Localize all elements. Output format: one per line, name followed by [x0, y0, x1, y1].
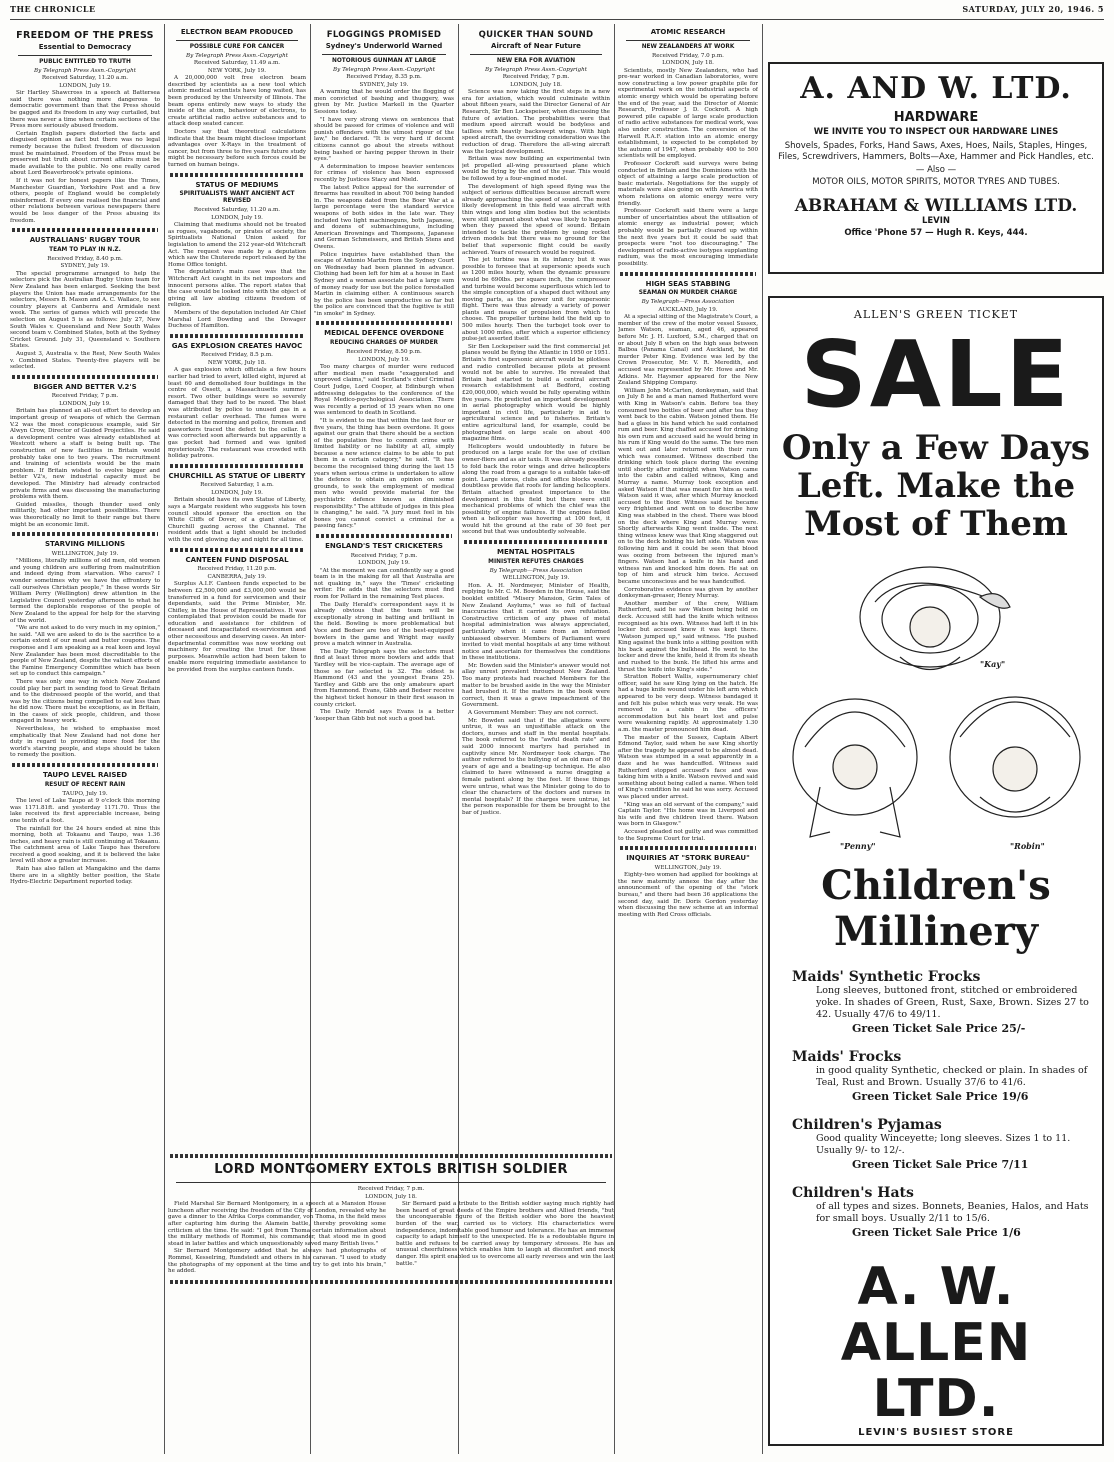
- paragraph: Another member of the crew, William Rutherford, said he saw Watson being held on deck. Accused still had the knife which witness recognised as his own. Witness had left it in his locker but accused knew it was kept there. "Watson jumped up," said witness. "He pushed King against the bunk into a sitting position with his back against the bulkhead. He went to the locker and drew the knife, held it from its sheath and rushed to the bunk. He lifted his arms and thrust the knife into King's side.": [618, 600, 758, 673]
- divider: [170, 173, 304, 177]
- dateline: LONDON, July 19.: [211, 214, 263, 221]
- ad-town: LEVIN: [921, 215, 951, 226]
- ad-sale: SALE: [800, 321, 1072, 428]
- ad-phone: Office 'Phone 57 — Hugh R. Keys, 444.: [844, 227, 1028, 238]
- paragraph: The Daily Herald's correspondent says it is already obvious that the team will be exceptionally strong in batting and brilliant in the field. Bowling is more problematical but Voce and Bedser are two of the best-equipped bowlers in the game and Wright may easily prove a match winner in Australia.: [314, 601, 454, 648]
- subheadline: SEAMAN ON MURDER CHARGE: [638, 290, 738, 296]
- received: Received Saturday, 11.20 a.m.: [193, 207, 281, 214]
- column-rule: [164, 24, 165, 1454]
- dateline: TAUPO, July 19.: [62, 790, 108, 797]
- dateline: NEW YORK, July 19.: [207, 67, 267, 74]
- dateline: LONDON, July 19.: [59, 82, 111, 89]
- paragraph: "At the moment we can confidently say a good team is in the making for all that Australia are not quaking in," says the 'Times' cricketing writer. He adds that the selectors must find room for Pollard in the remaining Test places.: [314, 567, 454, 601]
- headline: FREEDOM OF THE PRESS: [16, 30, 154, 41]
- headline: CANTEEN FUND DISPOSAL: [185, 555, 289, 564]
- product-description: of all types and sizes. Bonnets, Beanies, Halos, and Hats for small boys. Usually 2/11 to 15/6.: [816, 1201, 1089, 1224]
- paragraph: Sir Bernard paid a tribute to the British soldier saying much rightly had been heard of great deeds of the Empire brothers and Allied friends, "but the unconquerable figure of the British soldier who bore the heaviest burden of the war, carried us to victory. His characteristics were independence, indomitable good humour and tolerance. He has an immense capacity to adapt himself to the unexpected. He is a redoubtable figure in battle and refuses to be carried away by temporary stresses. He has an unusual cheerfulness which enables him to laugh at discomfort and mock danger. His spirit enabled us to overcome all early reverses and win the last battle.": [396, 1201, 614, 1267]
- paragraph: A Government Member: They are not correct.: [468, 710, 599, 717]
- paragraph: A gas explosion which officials a few hours earlier had tried to avert, killed eight, injured at least 60 and demolished four buildings in the centre of Ossett, a Massachusetts summer resort. Two other buildings were so severely damaged that they had to be razed. The blast was attributed by police to unused gas in a restaurant cellar overhead. The fumes were detected in the morning and police, firemen and gasworkers traced the defect to the cellar. It was corrected soon afterwards but apparently a gas pocket had formed and was ignited mysteriously. The restaurant was crowded with holiday patrons.: [168, 367, 306, 460]
- received: Received Friday, 8.40 p.m.: [47, 255, 123, 262]
- divider: [170, 1154, 612, 1158]
- paragraph: The Daily Herald says Evans is a better 'keeper than Gibb but not such a good bat.: [314, 709, 454, 722]
- headline: MENTAL HOSPITALS: [497, 548, 575, 557]
- divider: [12, 375, 158, 379]
- dateline: SYDNEY, July 19.: [60, 263, 110, 270]
- received: Received Friday, 8.35 p.m.: [346, 74, 422, 81]
- byline: By Telegraph—Press Association: [641, 299, 735, 305]
- dateline: AUCKLAND, July 19.: [658, 306, 718, 313]
- ad-invite: WE INVITE YOU TO INSPECT OUR HARDWARE LINES: [813, 127, 1059, 137]
- ad-firm-name: A. W. ALLEN LTD.: [840, 1257, 1032, 1429]
- paragraph: There was only one way in which New Zealand could play her part in sending food to Great Britain and to the distressed people of the world, and that was by the citizens being compelled to eat less than he did now. There must be exceptions, as in Britain, in the cases of sick people, children, and those engaged in heavy work.: [10, 678, 160, 725]
- paragraph: Doctors say that theoretical calculations indicate that the beam might disclose important advantages over X-Rays in the treatment of cancer, but from three to five years future study might be necessary before such forces could be turned on human beings.: [168, 129, 306, 168]
- dateline: LONDON, July 18.: [510, 81, 562, 88]
- received: Received Friday, 7 p.m.: [350, 552, 418, 559]
- paragraph: At a special sitting of the Magistrate's Court, a member of the crew of the motor vessel Sussex, James Watson, seaman, aged 46, appeared before Mr. J. H. Luxford, S.M., charged that on or about July 8 when on the high seas between Balboa (Panama Canal) and Auckland, he did murder Peter King. Evidence was led by the Crown Prosecutor, Mr. V. R. Meredith, and accused was represented by Mr. Howe and Mr. Adkins. Mr. Haysmer appeared for the New Zealand Shipping Company.: [618, 314, 758, 387]
- product-description: Good quality Winceyette; long sleeves. Sizes 1 to 11. Usually 9/- to 12/-.: [816, 1133, 1071, 1156]
- product-name: Maids' Synthetic Frocks: [792, 969, 981, 985]
- headline: HIGH SEAS STABBING: [645, 279, 731, 288]
- paragraph: August 3, Australia v. the Rest, New South Wales v. Combined States. Twenty-five players will be selected.: [10, 350, 160, 371]
- paragraph: Sir Hartley Shawcross in a speech at Battersea said there was nothing more dangerous to democratic government than that the Press should be gagged and its freedom in any way curtailed, but there was never a time when certain sections of the Press more seriously abused freedom.: [10, 90, 160, 130]
- dateline: NEW YORK, July 18.: [207, 359, 267, 366]
- received: Received Saturday, 11.20 a.m.: [41, 75, 129, 82]
- dateline: LONDON, July 18.: [662, 60, 714, 67]
- paragraph: If it was not for honest papers like the Times, Manchester Guardian, Yorkshire Post and a few others, people of England would be completely misinformed. If every one realised the financial and other relations between various newspapers there would be less danger of the Press abusing its freedom.: [10, 178, 160, 224]
- paragraph: Claiming that mediums should not be treated as rogues, vagabonds, or pirates of society, the Spiritualists National Union asked for legislation to amend the 212 year-old Witchcraft Act. The request was made by a deputation which saw the Chuterede report released by the Home Office tonight.: [168, 222, 306, 268]
- paragraph: Science was now taking the first steps in a new era for aviation, which would culminate within about fifteen years, said the Director General of Air Research, Sir Ben Lockspeiser, when discussing the future of aviation. The probabilities were that medium speed aircraft would be bodyless and tailless with heavily backswept wings. With high speed aircraft, the overriding consideration was the reduction of drag. Therefore the all-wing aircraft was the logical development.: [462, 89, 610, 155]
- caption-kay: "Kay": [980, 659, 1006, 669]
- column-2: [168, 26, 306, 1141]
- dateline: WELLINGTON, July 19.: [51, 550, 119, 557]
- product-name: Children's Pyjamas: [792, 1117, 942, 1133]
- subheadline: RESULT OF RECENT RAIN: [44, 781, 126, 788]
- product-item: [792, 969, 1092, 1035]
- ad-ticket-title: ALLEN'S GREEN TICKET: [853, 308, 1019, 321]
- product-item: [792, 1117, 1092, 1171]
- headline: MEDICAL DEFENCE OVERDONE: [324, 329, 444, 338]
- subheadline: NEW ZEALANDERS AT WORK: [641, 43, 735, 50]
- hardware-advertisement: [768, 62, 1104, 274]
- paragraph: Stratton Robert Wallis, supernumerary chief officer, said he saw King lying on the hatch. He had a huge knife wound under his left arm which appeared to be very deep. Witness bandaged it and felt his pulse which was very weak. He was removed to a cabin in the officers' accommodation but his heart lost and pulse were weakening rapidly. At approximately 1.30 a.m. the master pronounced him dead.: [618, 674, 758, 733]
- headline: QUICKER THAN SOUND: [478, 30, 594, 40]
- allens-sale-advertisement: [768, 296, 1104, 1446]
- headline: FLOGGINGS PROMISED: [326, 30, 442, 40]
- byline: By Telegraph Press Assn.-Copyright: [485, 66, 587, 73]
- subheadline: POSSIBLE CURE FOR CANCER: [189, 43, 285, 50]
- caption-robin: "Robin": [1010, 841, 1045, 851]
- paragraph: "Millions, literally millions of old men, old women and young children are suffering from malnutrition and indeed dying from starvation. Who cares? I wonder sometimes why we have the effrontery to call ourselves Christian people," In these words Sir William Perry (Wellington) drew attention in the Legislative Council yesterday afternoon to what he termed the deplorable response of the people of New Zealand to the appeal for help for the starving of the world.: [10, 558, 160, 624]
- paragraph: Field Marshal Sir Bernard Montgomery, in a speech at a Mansion House luncheon after receiving the freedom of the City of London, revealed why he gave a dinner to the Afrika Corps commander, von Thoma, in the field mess after capturing him during the Alamein battle, thereby provoking some criticism at the time. He said: "I got from Thoma certain information about the military methods of Rommel, his commander, that stood me in good stead in later battles and which unquestionably saved many British lives.": [168, 1201, 386, 1247]
- divider: [12, 532, 158, 536]
- paragraph: "I have very strong views on sentences that should be passed for crimes of violence and will punish offenders with the utmost rigour of the law," he declared. "It is very hard if decent citizens cannot go about the streets without being bashed or having pepper thrown in their eyes.": [314, 116, 454, 163]
- subheadline: PUBLIC ENTITLED TO TRUTH: [39, 58, 131, 65]
- subheadline: NEW ERA FOR AVIATION: [496, 57, 576, 64]
- paragraph: Hon. A. H. Nordmeyer, Minister of Health, replying to Mr. C. M. Bowden in the House, said the booklet entitled "Misery Mansion, Grim Tales of New Zealand Asylums," was so full of factual inaccuracies that it carried its own refutation. Constructive criticism of any phase of metal hospital administration was always appreciated, particularly when it came from an informed unbiassed observer. Members of Parliament were invited to visit mental hospitals at any time without notice and ascertain for themselves the conditions in these institutions.: [462, 582, 610, 662]
- received: Received Saturday, 11.49 a.m.: [193, 60, 281, 67]
- paragraph: Sir Bernard Montgomery added that he always had photographs of Rommel, Kesselring, Rundstedt and others in his caravan. "I used to study the photographs of my opponent at the time and try to get into his brain," he added.: [168, 1248, 386, 1275]
- subheadline: Aircraft of Near Future: [491, 42, 581, 50]
- subheadline: NOTORIOUS GUNMAN AT LARGE: [332, 57, 436, 64]
- ad-motor: MOTOR OILS, MOTOR SPIRITS, MOTOR TYRES AND TUBES.: [812, 177, 1060, 187]
- paragraph: Members of the deputation included Air Chief Marshal Lord Dowding and the Dowager Duchess of Hamilton.: [168, 310, 306, 330]
- divider: [176, 40, 298, 41]
- column-3: [314, 26, 454, 1141]
- headline: ATOMIC RESEARCH: [650, 28, 726, 36]
- column-rule: [614, 24, 615, 1454]
- paper-name: THE CHRONICLE: [10, 4, 96, 14]
- ad-items: Shovels, Spades, Forks, Hand Saws, Axes, Hoes, Nails, Staples, Hinges, Files, Screwdrivers, Hammers, Bolts—Axe, Hammer and Pick Handles, etc.: [778, 141, 1094, 162]
- product-description: Long sleeves, buttoned front, stitched or embroidered yoke. In shades of Green, Rust, Saxe, Brown. Sizes 27 to 42. Usually 47/6 to 49/11.: [816, 985, 1089, 1020]
- headline: ELECTRON BEAM PRODUCED: [180, 28, 294, 36]
- paragraph: Britain should have its own Statue of Liberty, says a Margate resident who suggests his town council should sponsor the erection on the White Cliffs of Dover, of a giant statue of Churchill gazing across the Channel. The resident adds that a light should be included with the end glowing day and night for all time.: [168, 497, 306, 544]
- masthead: [10, 4, 1104, 20]
- dateline: LONDON, July 19.: [59, 400, 111, 407]
- dateline: WELLINGTON, July 19.: [654, 864, 722, 871]
- byline: By Telegraph Press Assn.-Copyright: [186, 52, 288, 59]
- received: Received Saturday, 1 a.m.: [200, 482, 274, 489]
- headline: INQUIRIES AT "STORK BUREAU": [626, 854, 750, 863]
- divider: [12, 228, 158, 232]
- byline: By Telegraph Press Assn.-Copyright: [333, 66, 435, 73]
- paragraph: The level of Lake Taupo at 9 o'clock this morning was 1171.81ft. and yesterday 1171.70. Thus the lake received its first appreciable increase, being one tenth of a foot.: [10, 798, 160, 824]
- divider: [620, 846, 756, 850]
- caption-penny: "Penny": [840, 841, 876, 851]
- dateline: CANBERRA, July 19.: [207, 573, 267, 580]
- product-price: Green Ticket Sale Price 25/-: [852, 1022, 1026, 1035]
- product-item: [792, 1185, 1092, 1239]
- headline: CHURCHILL AS STATUE OF LIBERTY: [168, 471, 306, 480]
- children-bonnets-drawing: [780, 557, 1096, 857]
- paragraph: William John McCarten, donkeyman, said that on July 8 he and a man named Rutherford were with King in Watson's cabin. Before tea they consumed two bottles of beer and after tea they went back to the cabin. Watson joined them. He had a glass in his hand which he said contained rum and beer. King chaffed accused for drinking his own rum and accused said he would bring in his rum if King would do the same. The two men went out and later returned with their rum which was consumed. Witness described the drinking which took place during the evening until shortly after midnight when Watson came into the cabin and called witness, King and Murray a name. Murray took exception and asked Watson if that was meant for him as well. Watson said it was, after which Murray knocked accused to the floor. Witness said he became very frightened and went on to describe how King was stabbed in the chest. There was blood on the deck where King and Murray were. Shortly afterwards King went inside. The next thing witness knew was that King staggered out on to the deck holding his left side. Watson was following him and it could be seen that blood was oozing from between the injured man's fingers. Watson had a knife in his hand and witness ran and knocked him down. He sat on top of him and struck him twice. Accused became unconscious and he was handcuffed.: [618, 387, 758, 585]
- paragraph: "It is evident to me that within the last four or five years, the thing has been overdone. It goes against our grain that there should be a section of the population free to commit crime with limited liability or no liability at all, simply because a new science claims to be able to put them in a certain category," he said. "It has become the recognised thing during the last 15 years when serious crime is undertaken to allow the defence to obtain an opinion on some grounds, to seek the employment of medical men who would provide material for the psychiatric defence known as diminished responsibility." The attitude of judges in this plea is changing," he said. "A jury must feel in his bones you cannot convict a criminal for a passing fancy.": [314, 417, 454, 530]
- byline: By Telegraph Press Assn.-Copyright: [34, 67, 136, 74]
- divider: [316, 534, 452, 538]
- divider: [470, 54, 602, 55]
- headline: BIGGER AND BETTER V.2'S: [33, 382, 137, 391]
- dateline: LONDON, July 19.: [358, 356, 410, 363]
- product-name: Children's Hats: [792, 1185, 914, 1201]
- paragraph: The jet turbine was in its infancy but it was possible to foresee that at supersonic speeds such as 1200 miles hourly, when the dynamic pressure would be 690lbs. per square inch, the compressor and turbine would become superfluous which led to the simple conception of a shaped duct without any moving parts, as the power unit for supersonic flight. There was thus already a variety of power plants and means of propulsion from which to choose. The propeller turbine held the field up to 500 miles hourly. Then the turbojet took over to about 1000 miles, after which a superior efficiency pulse-jet asserted itself.: [462, 257, 610, 343]
- ad-category: HARDWARE: [893, 110, 979, 125]
- headline: TAUPO LEVEL RAISED: [42, 771, 128, 780]
- ad-slogan: LEVIN'S BUSIEST STORE: [858, 1427, 1014, 1438]
- paragraph: "We are not asked to do very much in my opinion," he said. "All we are asked to do is the sacrifice to a certain extent of our meat and butter coupons. The response and I am speaking as a real keen and loyal New Zealander has been most discreditable to the people of New Zealand, despite the valiant efforts of the Famine Emergency Committee which has been set up to conduct this campaign.": [10, 625, 160, 678]
- divider: [620, 272, 756, 276]
- headline: GAS EXPLOSION CREATES HAVOC: [171, 341, 303, 350]
- divider: [18, 55, 152, 56]
- subheadline: Essential to Democracy: [38, 43, 132, 51]
- dateline: SYDNEY, July 19.: [359, 81, 409, 88]
- subheadline: TEAM TO PLAY IN N.Z.: [49, 246, 121, 253]
- dateline: LONDON, July 19.: [358, 560, 410, 567]
- column-1: [10, 26, 160, 1456]
- product-name: Maids' Frocks: [792, 1049, 902, 1065]
- paragraph: Nevertheless, he wished to emphasise most emphatically that New Zealand had not done her duty in regard to providing more food for the world's starving people, and steps should be taken to remedy the position.: [10, 726, 160, 759]
- paragraph: Professor Cockroft said there were a large number of uncertainties about the utilisation of atomic energy as industrial power, which probably would be partially cleared up within the next five years but it could be said that prospects were "not too discouraging." The development of radio-active isotypes supplanting radium, was the most encouraging immediate possibility.: [618, 208, 758, 267]
- paragraph: Helicopters would undoubtedly in future be produced on a large scale for the use of civilian owner-fliers and as air taxis. It was already possible to fold back the rotor wings and drive helicopters along the road from a garage to a suitable take-off point. Large stores, clubs and office blocks would doubtless provide flat roofs for landing helicopters. Britain attached greatest importance to the development in this field but there were still mechanical problems of which the chief was the possibility of engine failures. If the engines failed when a helicopter was hovering at 100 feet, it would hit the ground at the rate of 30 feet per second but that was undoubtedly solveable.: [462, 443, 610, 536]
- paragraph: Surplus A.I.F. Canteen funds expected to be between £2,500,000 and £3,000,000 would be transferred in a fund for servicemen and their dependants, said the Prime Minister, Mr. Chifley, in the House of Representatives. It was contemplated that provision could be made for education and assistance for children of deceased and incapacitated ex-servicemen and other necessitous and deserving cases. An inter-departmental committee was now working out machinery for creating the trust for these purposes. Meanwhile action had been taken to enable more requiring immediate assistance to be provided from the surplus canteen funds.: [168, 581, 306, 674]
- product-price: Green Ticket Sale Price 19/6: [852, 1090, 1029, 1103]
- divider: [170, 1280, 612, 1284]
- paragraph: Britain has planned an all-out effort to develop an important group of weapons of which the German V.2 was the most conspicuous example, said Sir Alwyn Crow, Director of Guided Projectiles. He said a development centre was already established at Westcott where a staff is being built up. The construction of new facilities in Britain would probably take one to two years. The recruitment and training of scientists would be the main problem. If Britain wished to evolve bigger and better V2's, new industrial capacity must be developed. The Ministry had already contracted private firms and was discussing the manufacturing problems with them.: [10, 408, 160, 501]
- subheadline: REDUCING CHARGES OF MURDER: [329, 339, 439, 346]
- paragraph: Sir Ben Lockspeiser said the first commercial jet planes would be flying the Atlantic in 1950 or 1951. Britain's first supersonic aircraft would be pilotless and radio controlled because pilots at present would not be able to survive. He revealed that Britain had started to build a central aircraft research establishment at Bedford, costing £20,000,000, which would be fully operating within five years. He predicted an important development in aerial photography which would be highly important in civil life, particularly in aid to agricultural science and to fisheries. Britain's entire agricultural land, for example, could be photographed on large scale on about 400 magazine films.: [462, 343, 610, 443]
- ad-firm-title: A. AND W. LTD.: [800, 71, 1072, 106]
- ad-firm-name: ABRAHAM & WILLIAMS LTD.: [794, 195, 1078, 216]
- divider: [170, 334, 304, 338]
- ad-also: — Also —: [915, 165, 957, 175]
- product-item: [792, 1049, 1092, 1103]
- paragraph: The master of the Sussex, Captain Albert Edmond Taylor, said when he saw King shortly after the tragedy he appeared to be almost dead. Watson was stumped in a seat apparently in a daze and he was handcuffed. Witness said Rutherford stopped accused's face and was taking him with a knife. Watson revived and said something about being called a name. When told of King's condition he said he was sorry. Accused was placed under arrest.: [618, 734, 758, 800]
- received: Received Friday, 7 p.m.: [51, 393, 119, 400]
- column-5: [618, 26, 758, 1456]
- headline: LORD MONTGOMERY EXTOLS BRITISH SOLDIER: [214, 1162, 568, 1177]
- paragraph: "King was an old servant of the company," said Captain Taylor. "His home was in Liverpool and his wife and five children lived there. Watson was born in Glasgow.": [618, 801, 758, 828]
- paragraph: The special programme arranged to help the selectors pick the Australian Rugby Union team for New Zealand has been enlarged. Seeking the best players the Union has made arrangements for the selectors, Messrs B. Mason and A. C. Wallace, to see country players at Canberra and Armidale next week. The series of games which will precede the selection on August 5 is as follows: July 27, New South Wales v. Queensland and New South Wales second team v. Combined States, both at the Sydney Cricket Ground. July 31, Queensland v. Southern States.: [10, 270, 160, 350]
- product-price: Green Ticket Sale Price 1/6: [852, 1226, 1021, 1239]
- divider: [316, 321, 452, 325]
- headline: ENGLAND'S TEST CRICKETERS: [325, 542, 443, 550]
- received: Received Friday, 7.0 p.m.: [652, 52, 724, 59]
- paragraph: Scientists, mostly New Zealanders, who had pre-war worked in Canadian laboratories, were now constructing a low power graphite pile for experimental work on the industrial aspects of atomic energy which would be operating before the end of the year, said the Director of Atomic Research, Professor J. D. Cockroft. A high powered pile capable of large scale production of radio active substances for medical work, was also under construction. The conversion of the Harwell R.A.F. station into an atomic energy establishment, is expected to be completed by the autumn of 1947, when probably 400 to 500 scientists will be employed.: [618, 67, 758, 160]
- received: Received Friday, 7 p.m.: [357, 1186, 425, 1192]
- paragraph: A determination to impose heavier sentences for crimes of violence has been expressed recently by Justices Stacy and Nield.: [314, 163, 454, 183]
- paragraph: Guided missiles, though thunder used only militarily, had other important possibilities. There was theoretically no limit to their range but there might be an economic limit.: [10, 501, 160, 528]
- divider: [170, 464, 304, 468]
- dateline: LONDON, July 18.: [365, 1193, 417, 1200]
- product-description: in good quality Synthetic, checked or plain. In shades of Teal, Rust and Brown. Usually 37/6 to 41/6.: [816, 1065, 1088, 1088]
- received: Received Friday, 7 p.m.: [502, 74, 570, 81]
- subheadline: SPIRITUALISTS WANT ANCIENT ACT REVISED: [179, 191, 295, 205]
- divider: [170, 548, 304, 552]
- received: Received Friday, 8.5 p.m.: [201, 352, 273, 359]
- ad-childrens-millinery: Children's Millinery: [821, 862, 1051, 955]
- paragraph: The latest Police appeal for the surrender of firearms has resulted in about 700 being handed in. The weapons dated from the Boer War at a large percentage were the standard service weapons of both sides in the late war. They included two light machineguns, both Japanese, and dozens of submachineguns, including American Brownings and Thompsons, Japanese and German Schmeissers, and British Stens and Owens.: [314, 184, 454, 250]
- product-price: Green Ticket Sale Price 7/11: [852, 1158, 1029, 1171]
- paragraph: Mr. Bowden said that if the allegations were untrue, it was an unjustifiable attack on the doctors, nurses and staff in the mental hospitals. The book referred to the "awful death rate" and said 2000 innocent martyrs had perished in captivity since Mr. Nordmeyer took charge. The author referred to the bullying of an old man of 80 years of age and a beating-up technique. He also claimed to have witnessed a nurse dragging a female patient along by the feet. If these things were untrue, what was the Minister going to do to clear the characters of the doctors and nurses in mental hospitals? If the charges were untrue, let the person responsible for them be brought to the bar of justice.: [462, 717, 610, 816]
- paragraph: Britain was now building an experimental twin jet propelled all-wing pressurised plane which would be flying by the end of the year. This would be followed by a four-engined model.: [462, 156, 610, 182]
- bonnet-illustration: [780, 557, 1092, 857]
- paragraph: Too many charges of murder were reduced after medical men made "exaggerated and unproved claims," said Scotland's chief Criminal Court Judge, Lord Cooper, at Edinburgh when addressing delegates to the conference of the Royal Medico-psychological Association. There was recently a period of 15 years when no one was sentenced to death in Scotland.: [314, 364, 454, 417]
- montgomery-story: [168, 1150, 614, 1288]
- paragraph: Accused pleaded not guilty and was committed to the Supreme Court for trial.: [618, 828, 758, 842]
- divider: [12, 763, 158, 767]
- received: Received Friday, 8.50 p.m.: [346, 348, 422, 355]
- paragraph: Professor Cockroft said surveys were being conducted in Britain and the Dominions with the object of attaining a large scale production of basic materials. Negotiations for the supply of materials were also going on with America with whom relations on atomic energy were very friendly.: [618, 161, 758, 207]
- received: Received Friday, 11.20 p.m.: [197, 566, 277, 573]
- date-page: SATURDAY, JULY 20, 1946. 5: [962, 4, 1104, 14]
- dateline: LONDON, July 19.: [211, 489, 263, 496]
- divider: [464, 540, 608, 544]
- headline: STATUS OF MEDIUMS: [195, 180, 279, 189]
- column-rule: [762, 24, 763, 1454]
- paragraph: The Daily Telegraph says the selectors must find at least three more bowlers and adds that Yardley will be vice-captain. The average age of those so far selected is 32. The oldest is Hammond (43 and the youngest Evans 25). Yardley and Gibb are the only amateurs apart from Hammond. Evans, Gibb and Bedser receive the highest ticket honour in their first season in county cricket.: [314, 648, 454, 708]
- divider: [322, 54, 446, 55]
- subheadline: Sydney's Underworld Warned: [325, 42, 443, 50]
- paragraph: Rain has also fallen at Mangakino and the dams there are in a slightly better position, the State Hydro-Electric Department reported today.: [10, 866, 160, 886]
- headline: AUSTRALIANS' RUGBY TOUR: [29, 236, 141, 245]
- paragraph: Corroborative evidence was given by another donkeyman-greaser, Henry Murray.: [618, 586, 758, 600]
- headline: STARVING MILLIONS: [44, 540, 126, 549]
- byline: By Telegraph—Press Association: [489, 567, 583, 574]
- paragraph: The development of high speed flying was the subject of serious difficulties because aircraft were already approaching the speed of sound. The most likely development in this field was aircraft with thin wings and long slim bodies but the scientists were still ignorant about what was likely to happen when they passed the speed of sound. Britain intended to tackle the problem by using rocket driven models but there was no ground for the belief that supersonic flight could be easily achieved. Years of research would be required.: [462, 183, 610, 256]
- paragraph: A warning that he would order the flogging of men convicted of bashing and thuggery, was given by Mr. Justice Markell in the Quarter Sessions today.: [314, 89, 454, 116]
- paragraph: Certain English papers distorted the facts and disguised opinion as fact but there was no legal remedy because the fullest freedom of discussion must be maintained. Freedom of the Press must be preserved but truth about current affairs must be made available to the public. No one really cared about Lord Beaverbrook's private opinions.: [10, 130, 160, 177]
- divider: [626, 40, 750, 41]
- paragraph: The rainfall for the 24 hours ended at nine this morning, both at Tokaanu and Taupo, was 1.36 inches, and heavy rain is still continuing at Tokaanu. The catchment area of Lake Taupo has therefore received a good soaking, and it is believed the lake level will show a greater increase.: [10, 825, 160, 865]
- dateline: WELLINGTON, July 19.: [502, 575, 570, 582]
- divider: [176, 1182, 606, 1183]
- paragraph: Police inquiries have established than the escape of Antonio Martin from the Sydney Court on Wednesday had been planned in advance. Clothing had been left for him at a house in East Sydney and a woman associate had a large sum of money ready for use but the police forestalled Martin in claiming either. A continuous search by the police has been unproductive so far but the police are convinced that the fugitive is still "in smoke" in Sydney.: [314, 251, 454, 317]
- ad-few-days: Only a Few Days Left. Make the Most of Them: [781, 428, 1091, 544]
- paragraph: Mr. Bowden said the Minister's answer would not allay unrest prevalent throughout New Zealand. Too many protests had reached Members for the matter to be brushed aside in the way the Minister had brushed it. If the matters in the book were correct, then it was a grave impeachment of the Government.: [462, 662, 610, 709]
- paragraph: The deputation's main case was that the Witchcraft Act caught in its net impostors and innocent persons alike. The report states that the case would be looked into with the object of giving all law abiding citizens freedom of religion.: [168, 269, 306, 309]
- subheadline: MINISTER REFUTES CHARGES: [488, 558, 584, 565]
- paragraph: Eighty-two women had applied for bookings at the new maternity annexe the day after the announcement of the opening of the "stork bureau," and there had been 36 applications the second day, said Dr. Doris Gordon yesterday when discussing the new scheme at an informal meeting with Red Cross officials.: [618, 872, 758, 918]
- paragraph: A 20,000,000 volt free electron beam described by scientists as a new tool which atomic medical scientists have long waited, has been produced by the University of Illinois. The beam opens entirely new ways to study the inside of the atom, behaviour of electrons, to create artificial radio active substances and to attack deep seated cancer.: [168, 75, 306, 128]
